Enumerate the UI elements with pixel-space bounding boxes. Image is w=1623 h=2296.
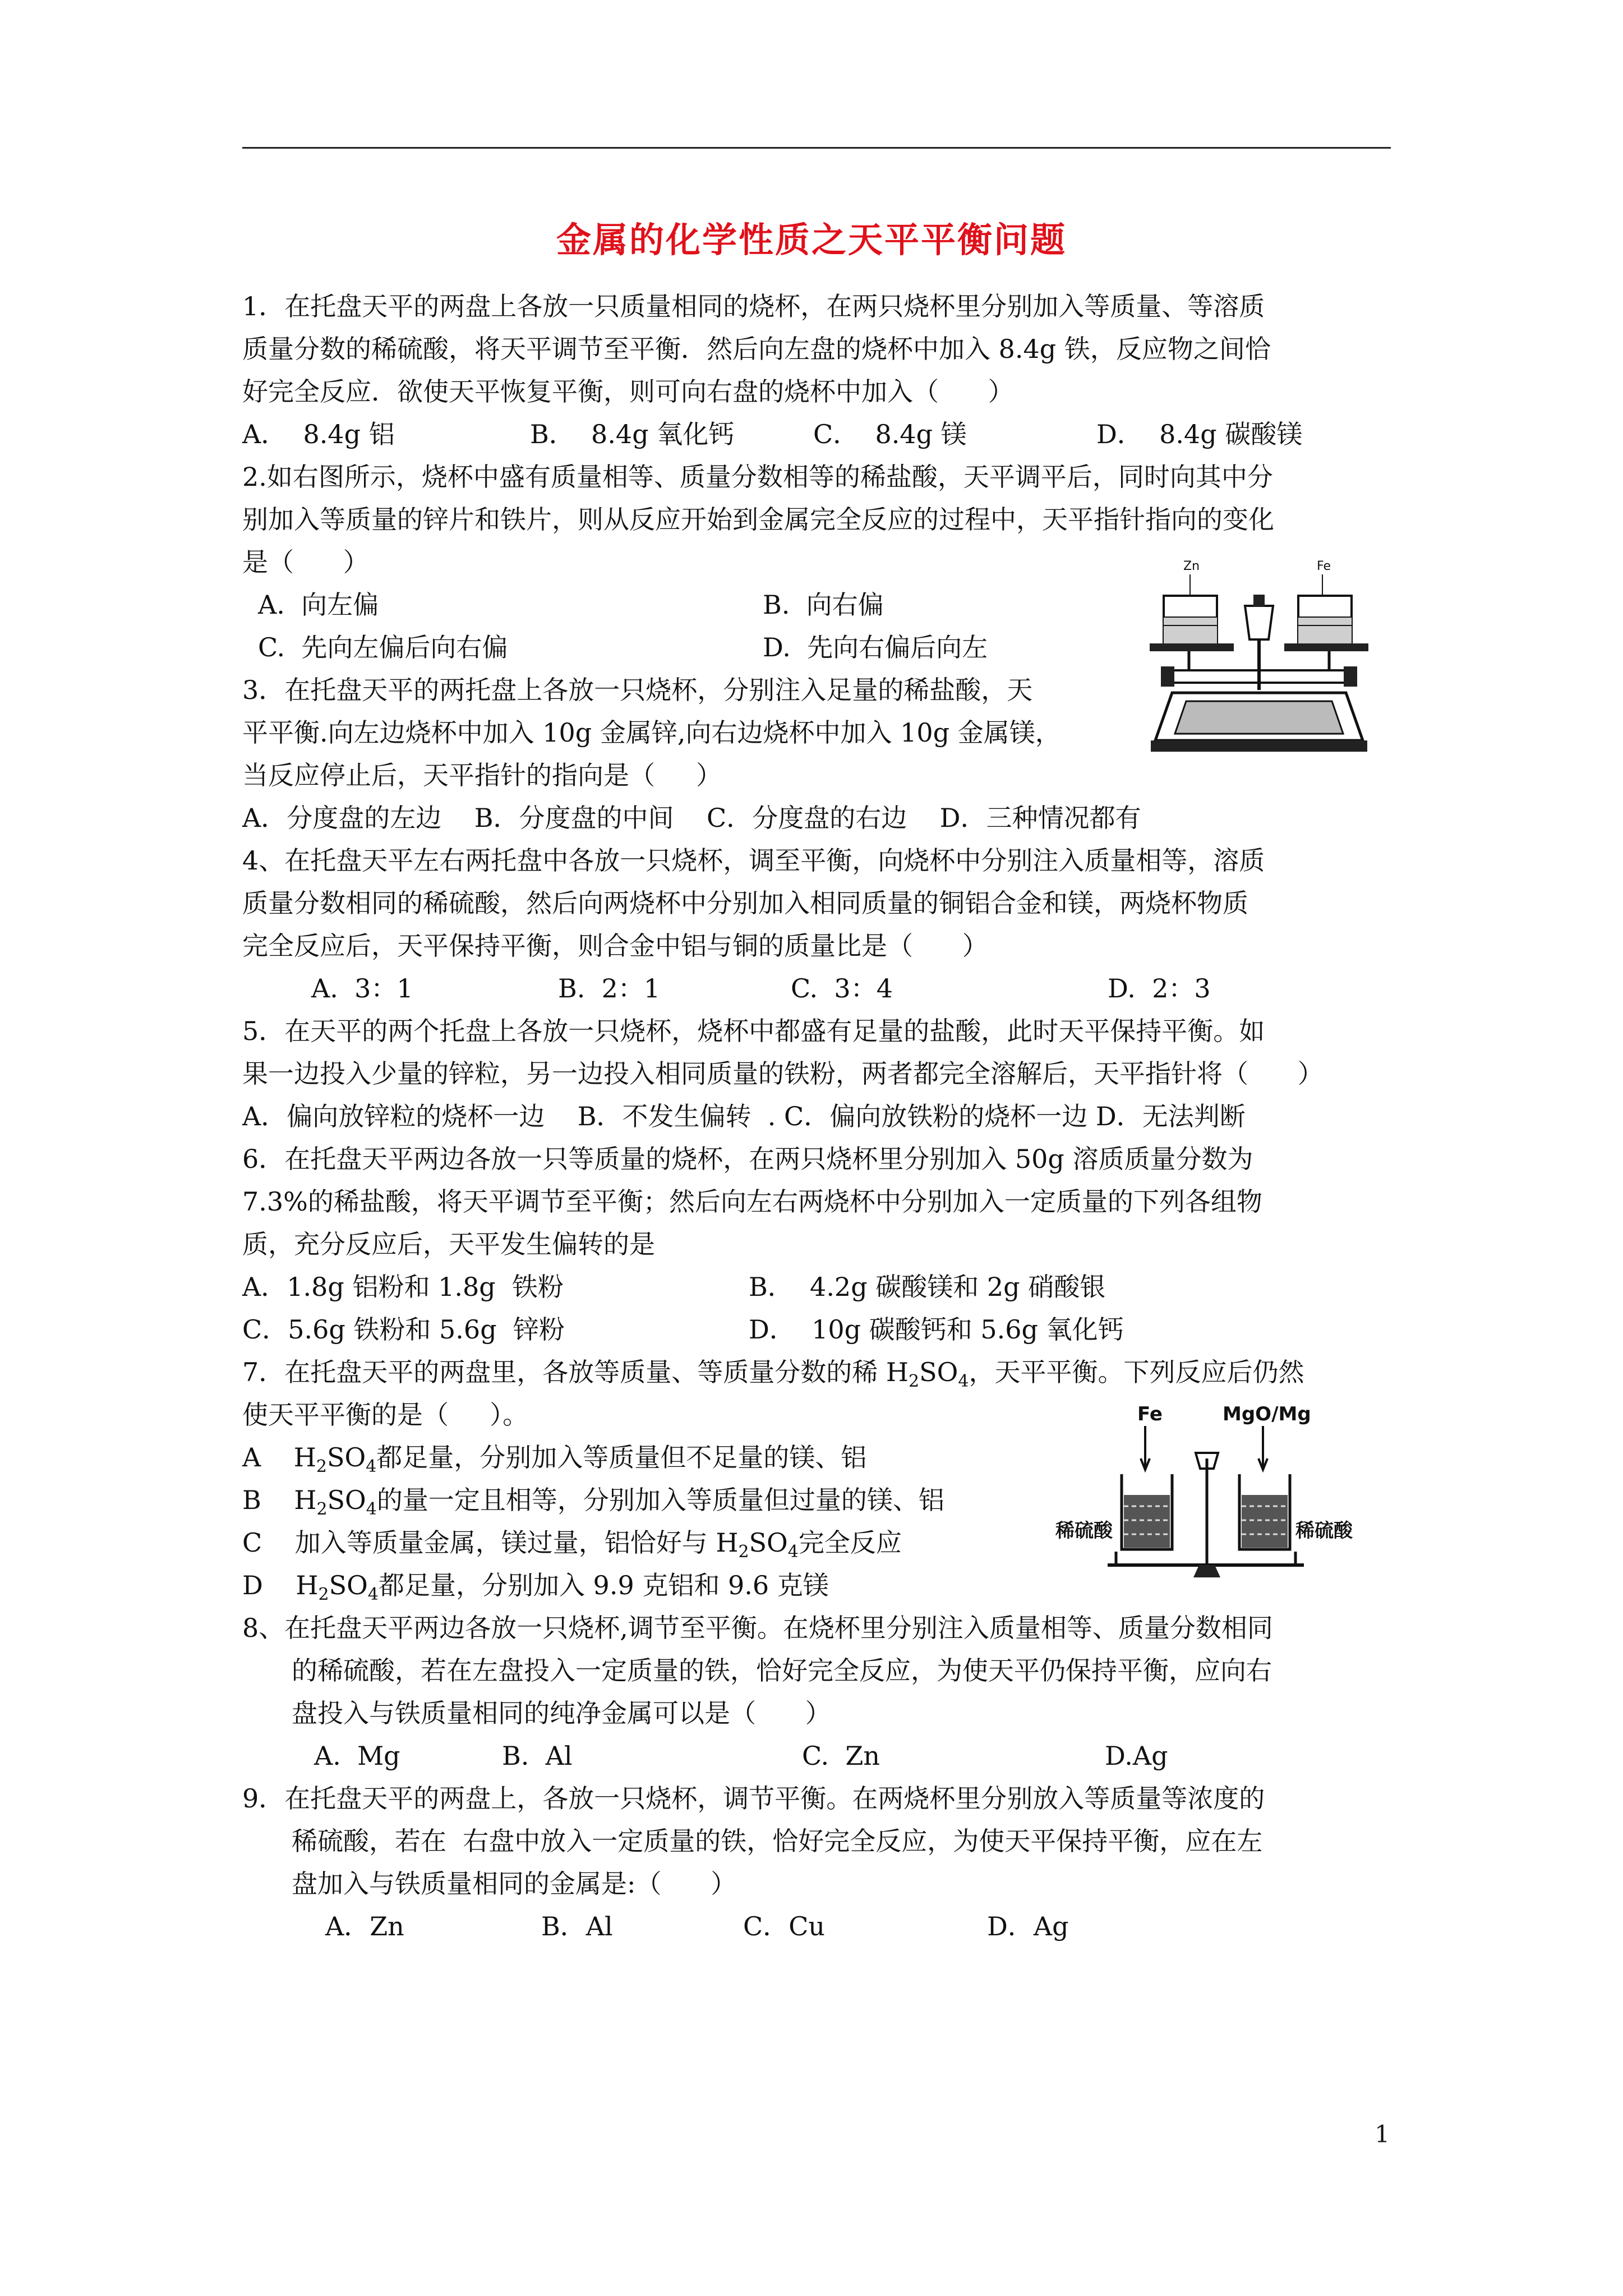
q8-option-c: C. Zn — [802, 1741, 880, 1771]
q5-line: 5．在天平的两个托盘上各放一只烧杯，烧杯中都盛有足量的盐酸，此时天平保持平衡。如 — [242, 1016, 1265, 1046]
q9-line: 盘加入与铁质量相同的金属是:（ ） — [292, 1869, 737, 1899]
q5-options: A．偏向放锌粒的烧杯一边 B．不发生偏转 . C．偏向放铁粉的烧杯一边 D．无法判断 — [242, 1101, 1246, 1131]
q4-option-c: C. 3：4 — [791, 973, 893, 1004]
q4-option-b: B. 2：1 — [558, 973, 661, 1004]
q9-option-b: B．Al — [541, 1911, 613, 1941]
q7-line: 使天平平衡的是（ ）。 — [242, 1400, 529, 1430]
q4-option-d: D. 2：3 — [1108, 973, 1211, 1004]
q8-option-a: A. Mg — [314, 1741, 400, 1771]
q7-option-d: D $H_2SO_4$都足量，分别加入 9.9 克铝和 9.6 克镁 — [242, 1570, 829, 1605]
q2-line: 是（ ） — [242, 547, 369, 577]
q3-line: 当反应停止后，天平指针的指向是（ ） — [242, 760, 722, 790]
q9-line: 稀硫酸，若在 右盘中放入一定质量的铁，恰好完全反应，为使天平保持平衡，应在左 — [292, 1826, 1263, 1856]
q2-option-c: C. 先向左偏后向右偏 — [258, 632, 508, 662]
q6-option-d: D． 10g 碳酸钙和 5.6g 氧化钙 — [749, 1314, 1124, 1345]
q6-line: 质，充分反应后，天平发生偏转的是 — [242, 1229, 655, 1259]
q6-line: 7.3%的稀盐酸，将天平调节至平衡；然后向左右两烧杯中分别加入一定质量的下列各组物 — [242, 1186, 1262, 1217]
figure2-left-label: Fe — [1137, 1403, 1163, 1425]
q8-line: 的稀硫酸，若在左盘投入一定质量的铁，恰好完全反应，为使天平仍保持平衡，应向右 — [292, 1655, 1272, 1686]
q6-line: 6．在托盘天平两边各放一只等质量的烧杯，在两只烧杯里分别加入 50g 溶质质量分数为 — [242, 1144, 1253, 1174]
q9-line: 9．在托盘天平的两盘上，各放一只烧杯，调节平衡。在两烧杯里分别放入等质量等浓度的 — [242, 1783, 1265, 1814]
page-title: 金属的化学性质之天平平衡问题 — [556, 219, 1067, 260]
figure2-right-label: MgO/Mg — [1223, 1403, 1311, 1425]
q1-line: 好完全反应．欲使天平恢复平衡，则可向右盘的烧杯中加入（ ） — [242, 376, 1014, 407]
q2-option-d: D. 先向右偏后向左 — [763, 632, 988, 662]
figure2-right-acid: 稀硫酸 — [1295, 1520, 1353, 1542]
q1-option-b: B． 8.4g 氧化钙 — [530, 419, 735, 449]
q2-option-a: A. 向左偏 — [258, 590, 379, 620]
figure1-left-label: Zn — [1183, 559, 1200, 573]
q7-option-a: A $H_2SO_4$都足量，分别加入等质量但不足量的镁、铝 — [242, 1442, 867, 1477]
q8-option-b: B. Al — [502, 1741, 573, 1771]
figure2-left-acid: 稀硫酸 — [1055, 1520, 1113, 1542]
q1-option-c: C． 8.4g 镁 — [813, 419, 967, 449]
q3-options: A．分度盘的左边 B．分度盘的中间 C．分度盘的右边 D．三种情况都有 — [242, 803, 1141, 833]
q4-line: 完全反应后，天平保持平衡，则合金中铝与铜的质量比是（ ） — [242, 931, 988, 961]
q1-option-d: D． 8.4g 碳酸镁 — [1096, 419, 1303, 449]
q1-line: 1．在托盘天平的两盘上各放一只质量相同的烧杯，在两只烧杯里分别加入等质量、等溶质 — [242, 291, 1265, 321]
q9-option-a: A．Zn — [325, 1911, 404, 1941]
top-rule — [242, 147, 1391, 149]
q2-line: 别加入等质量的锌片和铁片，则从反应开始到金属完全反应的过程中，天平指针指向的变化 — [242, 504, 1274, 535]
q4-line: 4、在托盘天平左右两托盘中各放一只烧杯，调至平衡，向烧杯中分别注入质量相等，溶质 — [242, 845, 1265, 876]
q8-line: 盘投入与铁质量相同的纯净金属可以是（ ） — [292, 1698, 831, 1728]
q2-line: 2.如右图所示，烧杯中盛有质量相等、质量分数相等的稀盐酸，天平调平后，同时向其中分 — [242, 462, 1273, 492]
q4-line: 质量分数相同的稀硫酸，然后向两烧杯中分别加入相同质量的铜铝合金和镁，两烧杯物质 — [242, 888, 1248, 918]
q3-line: 3．在托盘天平的两托盘上各放一只烧杯，分别注入足量的稀盐酸，天 — [242, 675, 1033, 705]
q9-option-d: D．Ag — [987, 1911, 1069, 1941]
q3-line: 平平衡.向左边烧杯中加入 10g 金属锌,向右边烧杯中加入 10g 金属镁， — [242, 717, 1061, 748]
q8-option-d: D.Ag — [1105, 1741, 1168, 1771]
q7-line: 7．在托盘天平的两盘里，各放等质量、等质量分数的稀 $H_2SO_4$，天平平衡。下列反应后仍然 — [242, 1357, 1304, 1392]
figure1-right-label: Fe — [1317, 559, 1331, 573]
q6-option-a: A．1.8g 铝粉和 1.8g 铁粉 — [242, 1272, 564, 1302]
q7-option-c: C 加入等质量金属，镁过量，铝恰好与 $H_2SO_4$完全反应 — [242, 1527, 902, 1562]
q6-option-b: B． 4.2g 碳酸镁和 2g 硝酸银 — [749, 1272, 1106, 1302]
q6-option-c: C．5.6g 铁粉和 5.6g 锌粉 — [242, 1314, 565, 1345]
q5-line: 果一边投入少量的锌粒，另一边投入相同质量的铁粉，两者都完全溶解后，天平指针将（ ） — [242, 1059, 1324, 1089]
balance-figure-zn-fe — [1138, 555, 1385, 777]
q8-line: 8、在托盘天平两边各放一只烧杯,调节至平衡。在烧杯里分别注入质量相等、质量分数相同 — [242, 1613, 1273, 1643]
q1-line: 质量分数的稀硫酸，将天平调节至平衡．然后向左盘的烧杯中加入 8.4g 铁，反应物之间恰 — [242, 334, 1271, 364]
page-number: 1 — [1375, 2120, 1390, 2148]
q7-option-b: B $H_2SO_4$的量一定且相等，分别加入等质量但过量的镁、铝 — [242, 1485, 944, 1520]
q4-option-a: A. 3：1 — [311, 973, 413, 1004]
q2-option-b: B. 向右偏 — [763, 590, 884, 620]
q9-option-c: C．Cu — [743, 1911, 826, 1941]
q1-option-a: A． 8.4g 铝 — [242, 419, 395, 449]
balance-figure-fe-mgo — [1054, 1397, 1391, 1602]
